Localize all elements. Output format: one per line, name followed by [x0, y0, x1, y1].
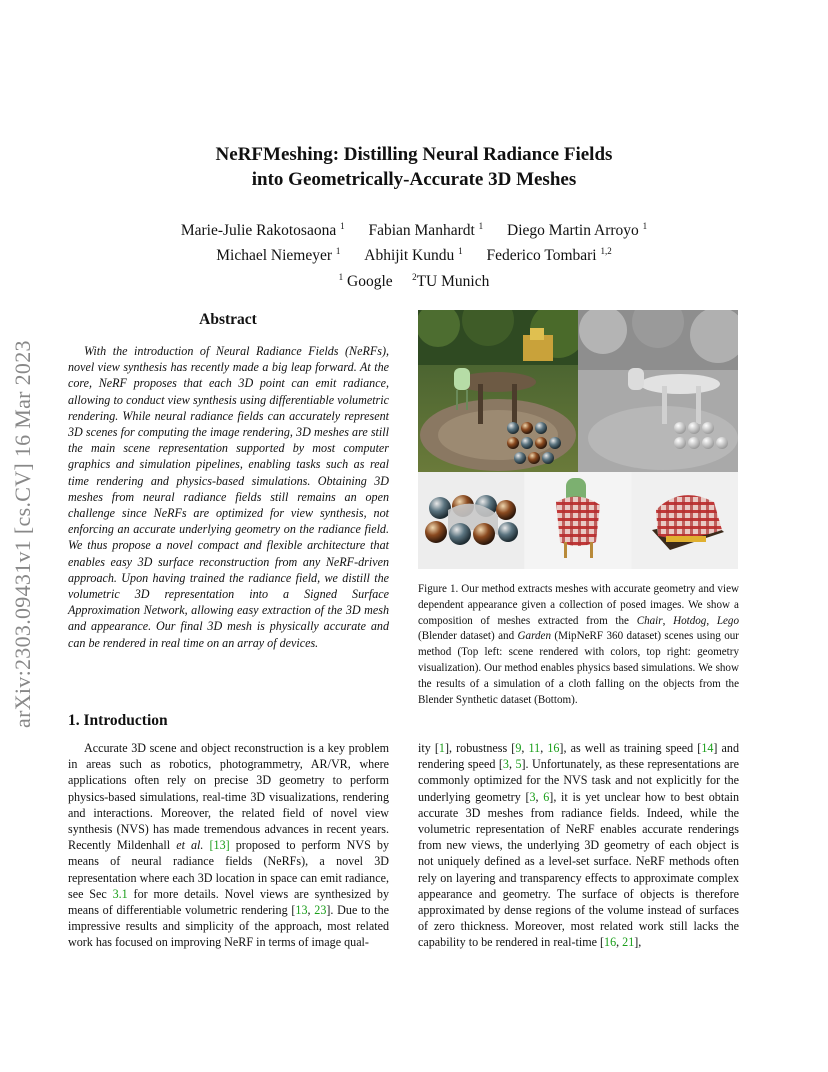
- abstract-body: [68, 343, 389, 651]
- citation-link[interactable]: [13]: [209, 838, 230, 853]
- title-line-2: into Geometrically-Accurate 3D Meshes: [251, 169, 577, 190]
- affiliations: [0, 272, 828, 291]
- citation-link[interactable]: 16: [604, 935, 617, 950]
- authors-row-1: [0, 216, 828, 241]
- author: Marie-Julie Rakotosaona $^1$: [180, 221, 345, 239]
- abstract-text: With the introduction of Neural Radiance Fields (NeRFs), novel view synthesis has recently made a big leap forward. At the core, NeRF proposes that each 3D point can emit radiance, allowing to conduct view synthesis using differentiable volumetric rendering. While neural radiance fields can accurately represent 3D scenes for computing the image rendering, 3D meshes are still the main scene representation supported by most computer graphics and simulation pipelines, enabling tasks such as real time rendering and physics-based simulations. Obtaining 3D meshes from neural radiance fields still remains an open challenge since NeRFs are optimized for view synthesis, not enforcing an accurate underlying geometry on the radiance field. We thus propose a novel compact and flexible architecture that enables easy 3D surface reconstruction from any NeRF-driven approach. Upon having trained the radiance field, we distill the volumetric 3D representation into a Signed Surface Approximation Network, allowing easy extraction of the 3D mesh and appearance. Our final 3D mesh is physically accurate and can be rendered in real time on an array of devices.: [68, 344, 389, 650]
- affiliation: $^2$TU Munich: [412, 272, 490, 290]
- arxiv-stamp: arXiv:2303.09431v1 [cs.CV] 16 Mar 2023: [10, 340, 35, 728]
- citation-link[interactable]: 9: [515, 741, 522, 755]
- authors-row-2: [0, 241, 828, 266]
- figure-1-image: [418, 310, 738, 569]
- intro-right-column: [418, 740, 739, 951]
- affiliation: $^1$ Google: [338, 272, 393, 290]
- citation-link[interactable]: 21: [622, 935, 635, 950]
- author: Federico Tombari $^{1,2}$: [486, 246, 612, 264]
- citation-link[interactable]: 16: [547, 741, 560, 755]
- paper-title: [0, 142, 828, 192]
- author: Diego Martin Arroyo $^1$: [507, 221, 648, 239]
- title-line-1: NeRFMeshing: Distilling Neural Radiance Fields: [215, 144, 613, 165]
- section-heading-introduction: 1. Introduction: [68, 712, 168, 729]
- citation-link[interactable]: 5: [515, 757, 522, 772]
- citation-link[interactable]: 23: [314, 903, 327, 918]
- garden-geometry-render: [578, 310, 738, 472]
- author: Fabian Manhardt $^1$: [368, 221, 484, 239]
- cloth-simulation-renders: [418, 472, 738, 569]
- citation-link[interactable]: 6: [543, 789, 550, 804]
- citation-link[interactable]: 3: [529, 789, 536, 804]
- figure-1: [418, 310, 738, 569]
- intro-left-column: [68, 740, 389, 951]
- section-link[interactable]: 3.1: [112, 886, 128, 901]
- citation-link[interactable]: 13: [295, 903, 308, 918]
- author: Abhijit Kundu $^1$: [364, 246, 463, 264]
- garden-color-render: [418, 310, 586, 472]
- abstract-heading: Abstract: [199, 311, 257, 328]
- citation-link[interactable]: 3: [502, 757, 509, 772]
- author-list: [0, 216, 828, 266]
- intro-paragraph: Accurate 3D scene and object reconstruction is a key problem in areas such as robotics, photogrammetry, AR/VR, where applications often rely on precise 3D geometry to perform physics-based simulations, real-time 3D visualizations, rendering and interactions. Moreover, the related field of novel view synthesis (NVS) has made tremendous advances in recent years. Recently Mildenhall et al. [13] proposed to perform NVS by means of neural radiance fields (NeRFs), a novel 3D representation where each 3D location in space can emit radiance, see Sec 3.1 for more details. Novel views are synthesized by means of differentiable volumetric rendering [13, 23]. Due to the impressive results and simplicity of the approach, most related work has focused on improving NeRF in terms of image qual-: [68, 741, 390, 950]
- intro-paragraph-continued: ity [1], robustness [9, 11, 16], as well as training speed [14] and rendering speed [3, 5]. Unfortunately, as these representations are commonly optimized for the NVS task and not explicitly for the underlying geometry [3, 6], it is yet unclear how to best obtain accurate 3D meshes from radiance fields. Indeed, while the volumetric representation of NeRF enables accurate renderings from new views, the underlying 3D geometry of each object is not uniquely defined as a level-set surface. NeRF methods often rely on layering and transparency effects to approximate complex appearance and geometry. The surface of objects is therefore approximated by dense regions of the volume instead of surfaces of zero thickness. Moreover, most related work still lacks the capability to be rendered in real-time [16, 21],: [418, 741, 740, 950]
- citation-link[interactable]: 11: [528, 741, 541, 755]
- caption-text: Figure 1. Our method extracts meshes with accurate geometry and view dependent appearance given a collection of posed images. We show a composition of meshes extracted from the Chair, Hotdog, Lego (Blender dataset) and Garden (MipNeRF 360 dataset) scenes using our method (Top left: scene rendered with colors, top right: geometry visualization). Our method enables physics based simulations. We show the results of a simulation of a cloth falling on the objects from the Blender Synthetic dataset (Bottom).: [418, 583, 739, 706]
- author: Michael Niemeyer $^1$: [216, 246, 341, 264]
- citation-link[interactable]: 1: [438, 741, 445, 755]
- citation-link[interactable]: 14: [701, 741, 714, 755]
- figure-1-caption: [418, 582, 739, 708]
